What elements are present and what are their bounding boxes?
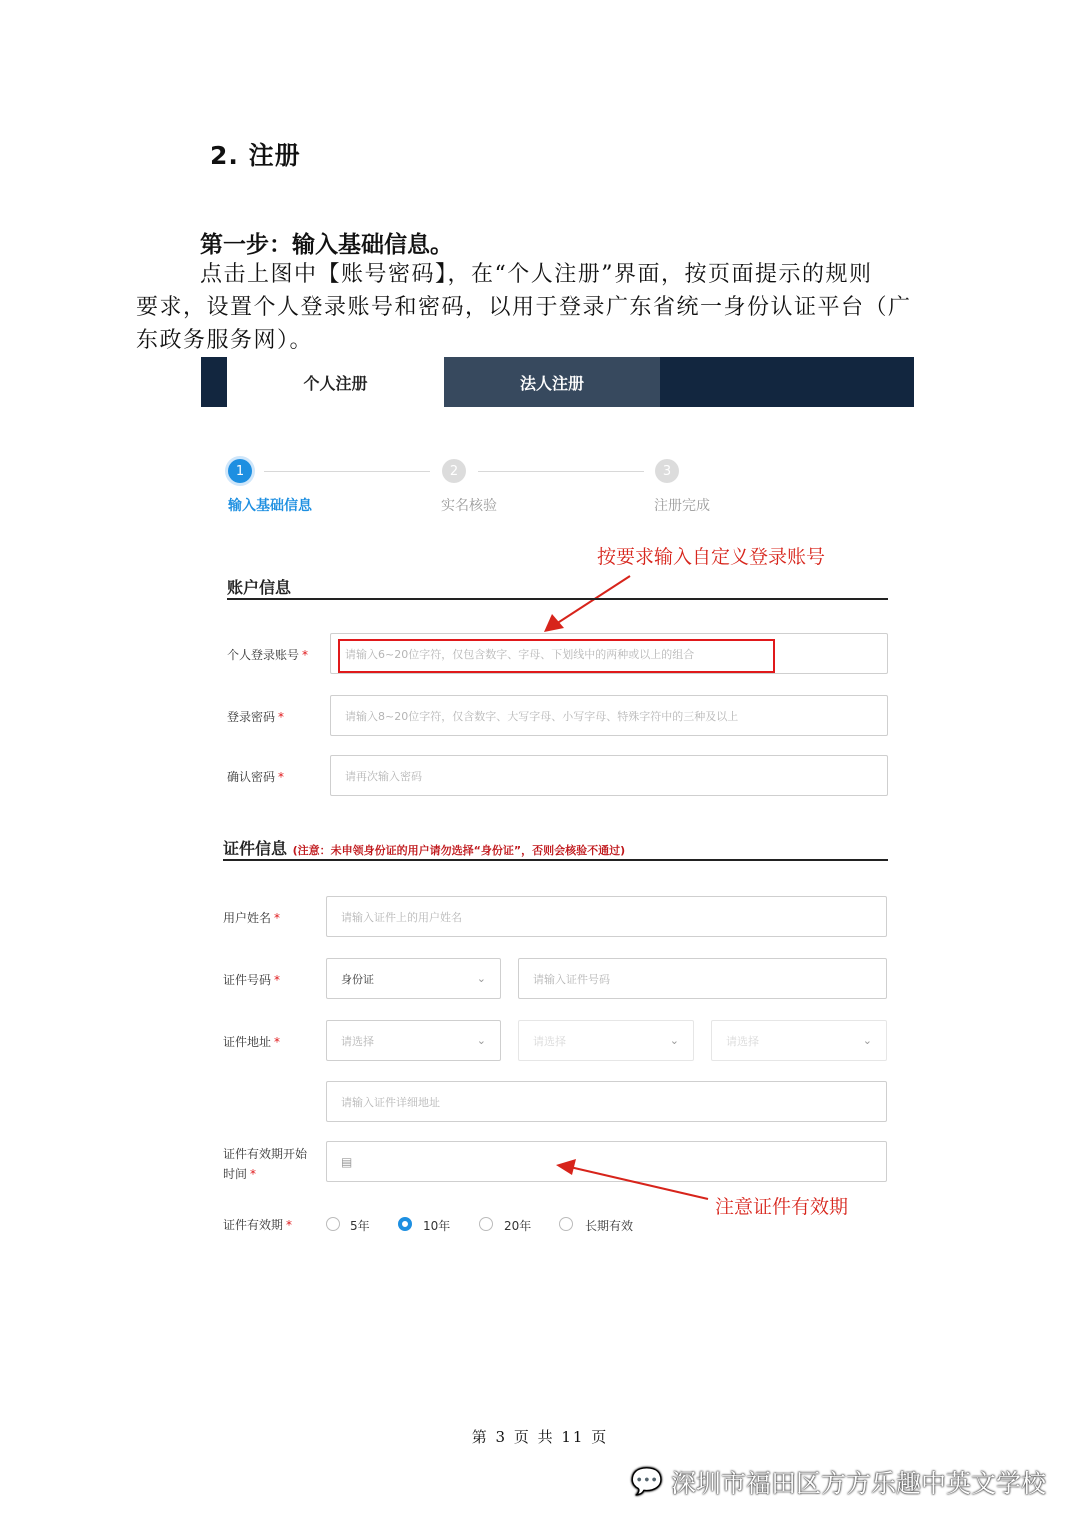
validity-annotation: 注意证件有效期 <box>715 1196 849 1218</box>
paragraph-line: 东政务服务网）。 <box>136 328 314 353</box>
section-heading: 2. 注册 <box>210 141 301 170</box>
validity-option-label: 10年 <box>423 1219 451 1233</box>
login-account-label: 个人登录账号 * <box>227 648 309 662</box>
user-name-placeholder: 请输入证件上的用户姓名 <box>341 910 462 924</box>
validity-radio-long-term[interactable] <box>559 1217 573 1231</box>
step-connector <box>264 471 430 472</box>
province-select[interactable] <box>326 1020 501 1061</box>
validity-option-label: 长期有效 <box>585 1219 634 1233</box>
paragraph-line: 点击上图中【账号密码】，在“个人注册”界面，按页面提示的规则 <box>200 262 873 287</box>
brand-watermark <box>631 1464 1046 1500</box>
page-number: 第 3 页 共 11 页 <box>471 1428 609 1446</box>
tab-personal-registration[interactable]: 个人注册 <box>227 357 444 407</box>
confirm-password-label: 确认密码 * <box>227 770 285 784</box>
address-detail-placeholder: 请输入证件详细地址 <box>341 1095 440 1109</box>
section-divider <box>227 598 888 600</box>
section-divider <box>223 859 888 861</box>
annotation-arrow <box>530 570 640 640</box>
city-select[interactable] <box>518 1020 694 1061</box>
validity-option-label: 20年 <box>504 1219 532 1233</box>
step-connector <box>478 471 644 472</box>
step-2-indicator: 2 <box>442 459 466 483</box>
step-1-label: 输入基础信息 <box>228 498 312 514</box>
confirm-password-placeholder: 请再次输入密码 <box>345 769 422 783</box>
login-account-placeholder: 请输入6~20位字符，仅包含数字、字母、下划线中的两种或以上的组合 <box>345 647 695 661</box>
validity-option-label: 5年 <box>350 1219 370 1233</box>
password-input[interactable] <box>330 695 888 736</box>
step-2-label: 实名核验 <box>441 498 497 514</box>
wechat-icon: 💬 <box>630 1467 663 1497</box>
id-address-label: 证件地址 * <box>223 1035 281 1049</box>
validity-label: 证件有效期 * <box>223 1218 293 1232</box>
password-label: 登录密码 * <box>227 710 285 724</box>
brand-name: 深圳市福田区方方乐趣中英文学校 <box>670 1469 1046 1498</box>
id-type-value: 身份证 <box>341 972 374 986</box>
id-section-title: 证件信息 (注意：未申领身份证的用户请勿选择“身份证”，否则会核验不通过) <box>223 839 626 858</box>
account-section-title: 账户信息 <box>227 578 292 597</box>
chevron-down-icon: ⌄ <box>669 1034 679 1047</box>
district-placeholder: 请选择 <box>726 1034 759 1048</box>
id-number-label: 证件号码 * <box>223 973 281 987</box>
chevron-down-icon: ⌄ <box>862 1034 872 1047</box>
account-annotation: 按要求输入自定义登录账号 <box>597 546 826 568</box>
step-3-label: 注册完成 <box>654 498 710 514</box>
validity-radio-5y[interactable] <box>326 1217 340 1231</box>
calendar-icon: ▤ <box>341 1154 353 1169</box>
paragraph-line: 要求，设置个人登录账号和密码，以用于登录广东省统一身份认证平台（广 <box>136 295 912 320</box>
password-placeholder: 请输入8~20位字符，仅含数字、大写字母、小写字母、特殊字符中的三种及以上 <box>345 709 739 723</box>
validity-radio-20y[interactable] <box>479 1217 493 1231</box>
city-placeholder: 请选择 <box>533 1034 566 1048</box>
step-title: 第一步：输入基础信息。 <box>200 232 453 258</box>
tab-legal-registration[interactable]: 法人注册 <box>444 357 660 407</box>
confirm-password-input[interactable] <box>330 755 888 796</box>
validity-start-label: 证件有效期开始 时间 * <box>223 1147 308 1181</box>
district-select[interactable] <box>711 1020 887 1061</box>
chevron-down-icon: ⌄ <box>476 1034 486 1047</box>
address-detail-input[interactable] <box>326 1081 887 1122</box>
id-number-placeholder: 请输入证件号码 <box>533 972 610 986</box>
annotation-arrow <box>552 1155 712 1205</box>
instruction-paragraph <box>136 258 986 357</box>
chevron-down-icon: ⌄ <box>476 972 486 985</box>
step-1-indicator: 1 <box>228 459 252 483</box>
validity-radio-10y[interactable] <box>398 1217 412 1231</box>
province-placeholder: 请选择 <box>341 1034 374 1048</box>
highlight-box <box>338 639 775 673</box>
user-name-label: 用户姓名 * <box>223 911 281 925</box>
step-3-indicator: 3 <box>655 459 679 483</box>
user-name-input[interactable] <box>326 896 887 937</box>
id-type-select[interactable] <box>326 958 501 999</box>
id-number-input[interactable] <box>518 958 887 999</box>
id-note: (注意：未申领身份证的用户请勿选择“身份证”，否则会核验不通过) <box>292 844 626 857</box>
